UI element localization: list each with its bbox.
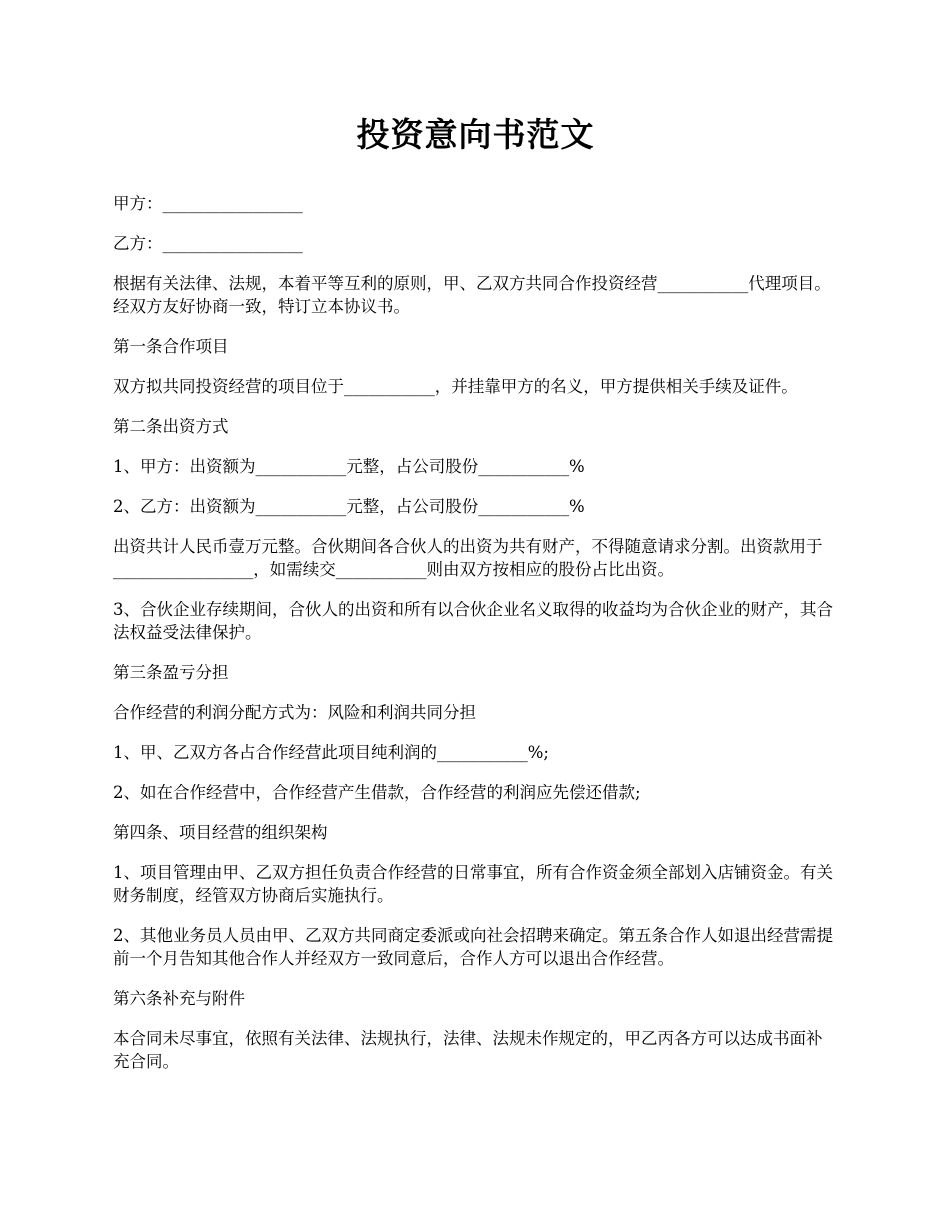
article-6-heading: 第六条补充与附件 (113, 989, 245, 1008)
staffing-item: 2、其他业务员人员由甲、乙双方共同商定委派或向社会招聘来确定。第五条合作人如退出经营需提前一个月告知其他合作人并经双方一致同意后，合作人方可以退出合作经营。 (113, 926, 833, 968)
document-title: 投资意向书范文 (356, 115, 595, 154)
supplementary-paragraph: 本合同未尽事宜，依照有关法律、法规执行，法律、法规未作规定的，甲乙丙各方可以达成书面补充合同。 (113, 1029, 823, 1071)
article-3-heading: 第三条盈亏分担 (113, 663, 229, 682)
preamble-paragraph: 根据有关法律、法规，本着平等互利的原则，甲、乙双方共同合作投资经营___________代理项目。经双方友好协商一致，特订立本协议书。 (113, 274, 831, 316)
management-item: 1、项目管理由甲、乙双方担任负责合作经营的日常事宜，所有合作资金须全部划入店铺资金。有关财务制度，经管双方协商后实施执行。 (113, 863, 833, 905)
article-1-paragraph: 双方拟共同投资经营的项目位于___________，并挂靠甲方的名义，甲方提供相关手续及证件。 (113, 377, 798, 396)
party-b-line: 乙方：_________________ (113, 234, 303, 253)
article-4-heading: 第四条、项目经营的组织架构 (113, 823, 328, 842)
party-b-contribution: 2、乙方：出资额为___________元整，占公司股份___________% (113, 497, 585, 516)
profit-share-item: 1、甲、乙双方各占合作经营此项目纯利润的___________%; (113, 743, 549, 762)
partnership-property-paragraph: 3、合伙企业存续期间，合伙人的出资和所有以合伙企业名义取得的收益均为合伙企业的财产，其合法权益受法律保护。 (113, 600, 833, 642)
party-a-line: 甲方：_________________ (113, 194, 303, 213)
loan-repayment-item: 2、如在合作经营中，合作经营产生借款，合作经营的利润应先偿还借款; (113, 783, 641, 802)
party-a-contribution: 1、甲方：出资额为___________元整，占公司股份___________% (113, 457, 585, 476)
profit-distribution-paragraph: 合作经营的利润分配方式为：风险和利润共同分担 (113, 703, 476, 722)
contribution-total-paragraph: 出资共计人民币壹万元整。合伙期间各合伙人的出资为共有财产，不得随意请求分割。出资款用于_________________，如需续交___________则由双方按相应的股份占比出资。 (113, 537, 823, 579)
article-1-heading: 第一条合作项目 (113, 337, 229, 356)
article-2-heading: 第二条出资方式 (113, 417, 229, 436)
